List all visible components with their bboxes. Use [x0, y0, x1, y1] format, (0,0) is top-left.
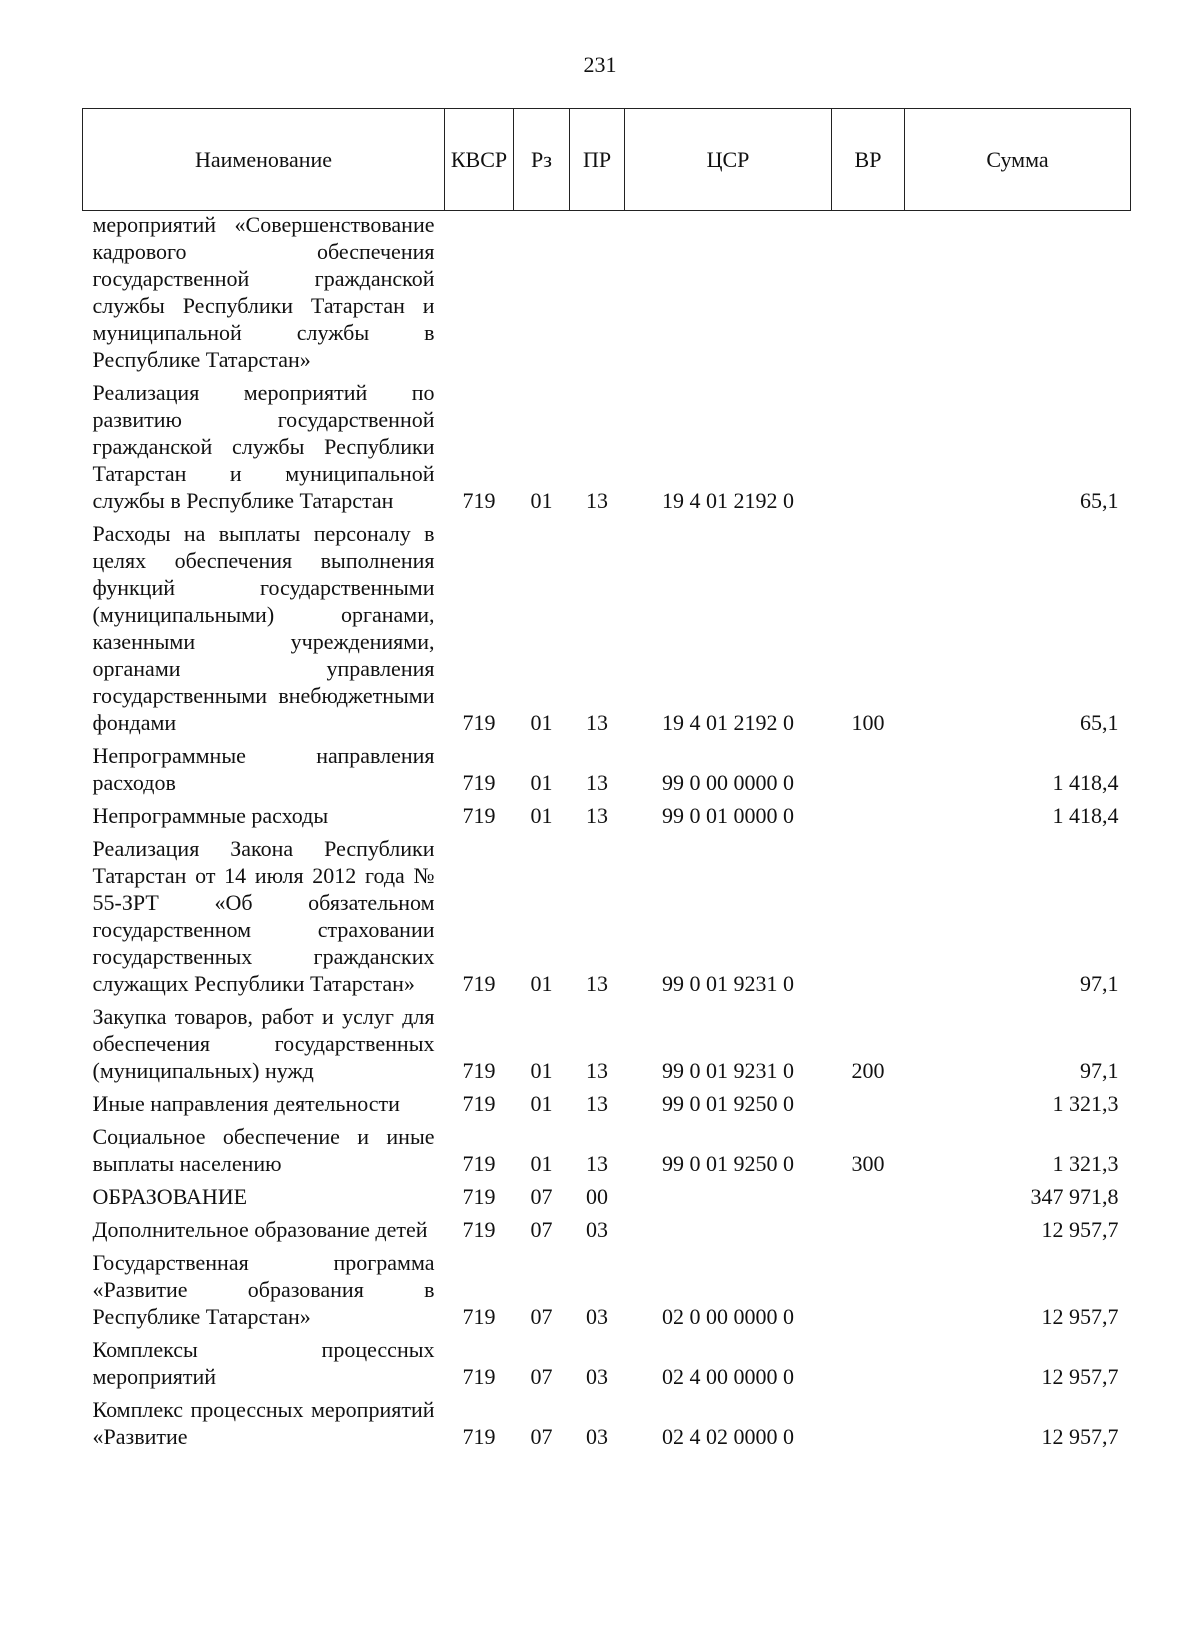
table-row — [83, 1393, 1131, 1453]
cell-sum: 12 957,7 — [1041, 1424, 1119, 1449]
header-csr: ЦСР — [625, 109, 832, 211]
cell-csr — [625, 1180, 832, 1213]
cell-vr: 200 — [851, 1058, 885, 1083]
cell-rz: 07 — [530, 1364, 553, 1389]
cell-pr: 03 — [586, 1364, 608, 1389]
cell-pr: 03 — [586, 1424, 608, 1449]
cell-pr: 13 — [586, 1058, 608, 1083]
cell-rz: 01 — [530, 1058, 553, 1083]
cell-csr: 19 4 01 2192 0 — [662, 488, 794, 513]
cell-pr: 13 — [586, 770, 608, 795]
cell-vr — [832, 832, 905, 1000]
cell-csr: 99 0 01 9231 0 — [662, 1058, 794, 1083]
cell-vr — [832, 1393, 905, 1453]
cell-rz: 01 — [530, 971, 553, 996]
cell-name: Непрограммные расходы — [92, 803, 329, 828]
cell-name: Закупка товаров, работ и услуг для обеспечения государственных (муниципальных) нужд — [92, 1004, 435, 1083]
cell-vr: 100 — [851, 710, 885, 735]
cell-sum: 1 321,3 — [1052, 1091, 1119, 1116]
cell-rz: 07 — [530, 1184, 553, 1209]
cell-kvsr: 719 — [462, 1091, 496, 1116]
cell-csr: 99 0 00 0000 0 — [662, 770, 794, 795]
cell-name: Непрограммные направления расходов — [92, 743, 435, 795]
cell-pr: 13 — [586, 488, 608, 513]
cell-rz — [514, 211, 570, 377]
cell-csr: 99 0 01 9250 0 — [662, 1091, 794, 1116]
cell-vr — [832, 739, 905, 799]
cell-name: Иные направления деятельности — [92, 1091, 400, 1116]
cell-name: Социальное обеспечение и иные выплаты населению — [92, 1124, 435, 1176]
header-pr: ПР — [570, 109, 625, 211]
cell-rz: 01 — [530, 488, 553, 513]
cell-pr: 13 — [586, 1091, 608, 1116]
cell-sum: 12 957,7 — [1041, 1364, 1119, 1389]
cell-name: Комплексы процессных мероприятий — [92, 1337, 435, 1389]
cell-csr: 02 4 02 0000 0 — [662, 1424, 794, 1449]
cell-rz: 07 — [530, 1304, 553, 1329]
cell-kvsr: 719 — [462, 1424, 496, 1449]
table-row — [83, 1087, 1131, 1120]
cell-sum: 12 957,7 — [1041, 1304, 1119, 1329]
cell-vr — [832, 1246, 905, 1333]
table-row — [83, 1333, 1131, 1393]
cell-rz: 01 — [530, 803, 553, 828]
cell-csr: 99 0 01 9250 0 — [662, 1151, 794, 1176]
cell-kvsr: 719 — [462, 770, 496, 795]
cell-rz: 01 — [530, 770, 553, 795]
cell-csr: 02 4 00 0000 0 — [662, 1364, 794, 1389]
cell-kvsr: 719 — [462, 488, 496, 513]
table-row — [83, 1120, 1131, 1180]
table-row — [83, 1246, 1131, 1333]
table-row — [83, 517, 1131, 739]
cell-sum: 97,1 — [1080, 1058, 1119, 1083]
cell-kvsr: 719 — [462, 1151, 496, 1176]
cell-pr — [570, 211, 625, 377]
cell-pr: 00 — [586, 1184, 608, 1209]
table-row — [83, 832, 1131, 1000]
cell-vr — [832, 1213, 905, 1246]
cell-name: Реализация Закона Республики Татарстан от 14 июля 2012 года № 55-ЗРТ «Об обязательном государственном страховании государственных гражданских служащих Республики Татарстан» — [92, 836, 435, 996]
cell-rz: 07 — [530, 1424, 553, 1449]
cell-kvsr: 719 — [462, 710, 496, 735]
cell-name: Дополнительное образование детей — [92, 1217, 428, 1242]
cell-name: ОБРАЗОВАНИЕ — [92, 1184, 248, 1209]
cell-vr — [832, 799, 905, 832]
cell-rz: 07 — [530, 1217, 553, 1242]
header-kvsr: КВСР — [445, 109, 514, 211]
cell-sum: 1 321,3 — [1052, 1151, 1119, 1176]
cell-vr — [832, 376, 905, 517]
cell-name: Комплекс процессных мероприятий «Развитие — [92, 1397, 435, 1449]
header-sum: Сумма — [905, 109, 1131, 211]
cell-pr: 03 — [586, 1304, 608, 1329]
cell-name: Расходы на выплаты персоналу в целях обеспечения выполнения функций государственными (муниципальными) органами, казенными учреждениями, органами управления государственными внебюджетными фондами — [92, 521, 435, 735]
cell-kvsr: 719 — [462, 1364, 496, 1389]
cell-csr: 99 0 01 0000 0 — [662, 803, 794, 828]
cell-pr: 13 — [586, 1151, 608, 1176]
cell-rz: 01 — [530, 1091, 553, 1116]
cell-kvsr: 719 — [462, 803, 496, 828]
cell-sum — [905, 211, 1131, 377]
cell-sum: 347 971,8 — [1030, 1184, 1119, 1209]
cell-vr — [832, 1087, 905, 1120]
cell-sum: 12 957,7 — [1041, 1217, 1119, 1242]
cell-kvsr — [445, 211, 514, 377]
cell-pr: 13 — [586, 971, 608, 996]
cell-vr — [832, 211, 905, 377]
cell-name: Государственная программа «Развитие образования в Республике Татарстан» — [92, 1250, 435, 1329]
cell-vr — [832, 1180, 905, 1213]
table-row — [83, 211, 1131, 377]
table-row — [83, 799, 1131, 832]
cell-rz: 01 — [530, 710, 553, 735]
cell-kvsr: 719 — [462, 1184, 496, 1209]
cell-kvsr: 719 — [462, 971, 496, 996]
table-row — [83, 1000, 1131, 1087]
cell-name: мероприятий «Совершенствование кадрового обеспечения государственной гражданской службы Республики Татарстан и муниципальной службы в Республике Татарстан» — [92, 212, 435, 372]
cell-vr: 300 — [851, 1151, 885, 1176]
table-row — [83, 1180, 1131, 1213]
cell-kvsr: 719 — [462, 1304, 496, 1329]
cell-sum: 97,1 — [1080, 971, 1119, 996]
table-row — [83, 739, 1131, 799]
table-row — [83, 376, 1131, 517]
cell-sum: 65,1 — [1080, 710, 1119, 735]
cell-pr: 03 — [586, 1217, 608, 1242]
cell-kvsr: 719 — [462, 1058, 496, 1083]
cell-name: Реализация мероприятий по развитию государственной гражданской службы Республики Татарстан и муниципальной службы в Республике Татарстан — [92, 380, 435, 513]
cell-csr: 02 0 00 0000 0 — [662, 1304, 794, 1329]
table-row — [83, 1213, 1131, 1246]
cell-pr: 13 — [586, 803, 608, 828]
cell-rz: 01 — [530, 1151, 553, 1176]
header-name: Наименование — [83, 109, 445, 211]
cell-vr — [832, 1333, 905, 1393]
cell-csr — [625, 1213, 832, 1246]
cell-csr — [625, 211, 832, 377]
page-number: 231 — [583, 52, 617, 77]
table-header — [83, 109, 1131, 211]
table-body — [83, 211, 1131, 1454]
cell-kvsr: 719 — [462, 1217, 496, 1242]
cell-sum: 1 418,4 — [1052, 803, 1119, 828]
cell-csr: 99 0 01 9231 0 — [662, 971, 794, 996]
cell-pr: 13 — [586, 710, 608, 735]
cell-csr: 19 4 01 2192 0 — [662, 710, 794, 735]
header-vr: ВР — [832, 109, 905, 211]
header-rz: Рз — [514, 109, 570, 211]
budget-table — [82, 108, 1131, 1453]
cell-sum: 1 418,4 — [1052, 770, 1119, 795]
cell-sum: 65,1 — [1080, 488, 1119, 513]
